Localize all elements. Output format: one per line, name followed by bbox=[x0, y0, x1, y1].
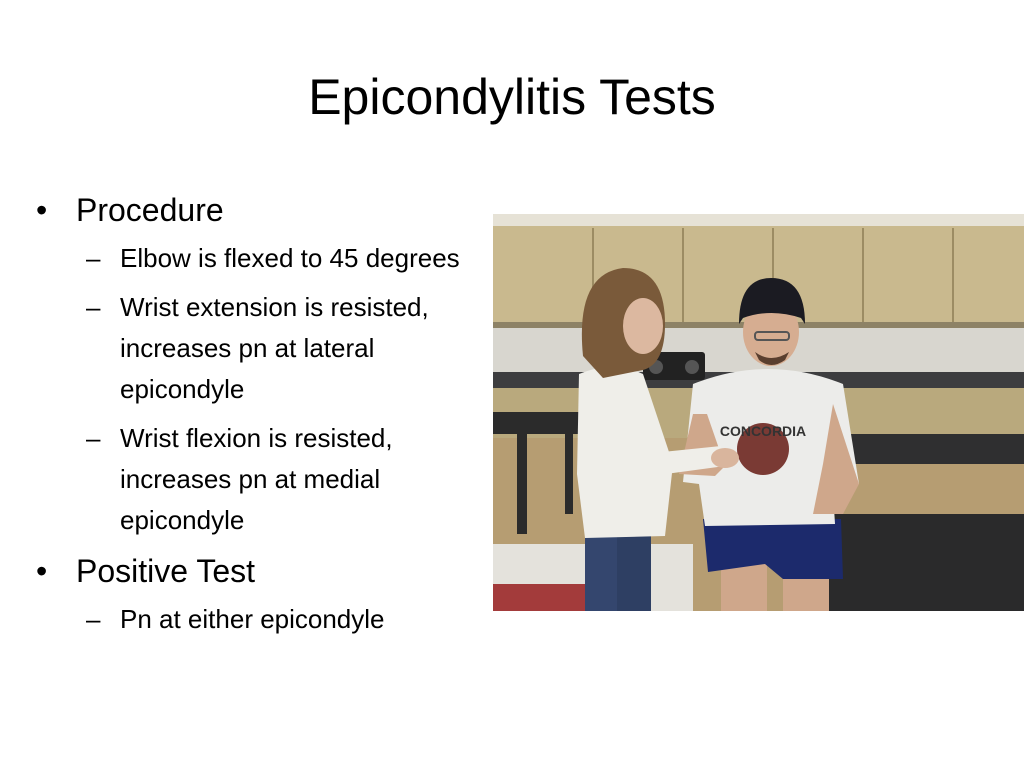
sub-bullet-marker: – bbox=[86, 292, 101, 322]
sub-bullet-text: Wrist extension is resisted, increases pn at lateral epicondyle bbox=[120, 292, 429, 404]
sub-bullet-marker: – bbox=[86, 604, 101, 634]
bullet-positive-test bbox=[36, 549, 496, 593]
sub-bullet-wrist-extension bbox=[36, 287, 496, 410]
bullet-text: Procedure bbox=[76, 192, 224, 228]
exam-photo-illustration bbox=[493, 214, 1024, 611]
bullet-marker: • bbox=[36, 192, 48, 228]
slide-title: Epicondylitis Tests bbox=[308, 69, 716, 125]
bullet-list bbox=[36, 188, 496, 648]
sub-bullet-elbow-flexed bbox=[36, 238, 496, 279]
bullet-marker: • bbox=[36, 553, 48, 589]
sub-bullet-text: Pn at either epicondyle bbox=[120, 604, 385, 634]
shirt-print: CONCORDIA bbox=[719, 423, 807, 439]
sub-bullet-marker: – bbox=[86, 243, 101, 273]
sub-bullet-either-epicondyle bbox=[36, 599, 496, 640]
sub-bullet-text: Elbow is flexed to 45 degrees bbox=[120, 243, 460, 273]
sub-bullet-text: Wrist flexion is resisted, increases pn at medial epicondyle bbox=[120, 423, 393, 535]
sub-bullet-wrist-flexion bbox=[36, 418, 496, 541]
sub-bullet-marker: – bbox=[86, 423, 101, 453]
bullet-text: Positive Test bbox=[76, 553, 256, 589]
exam-photo bbox=[493, 214, 1024, 611]
bullet-procedure bbox=[36, 188, 496, 232]
